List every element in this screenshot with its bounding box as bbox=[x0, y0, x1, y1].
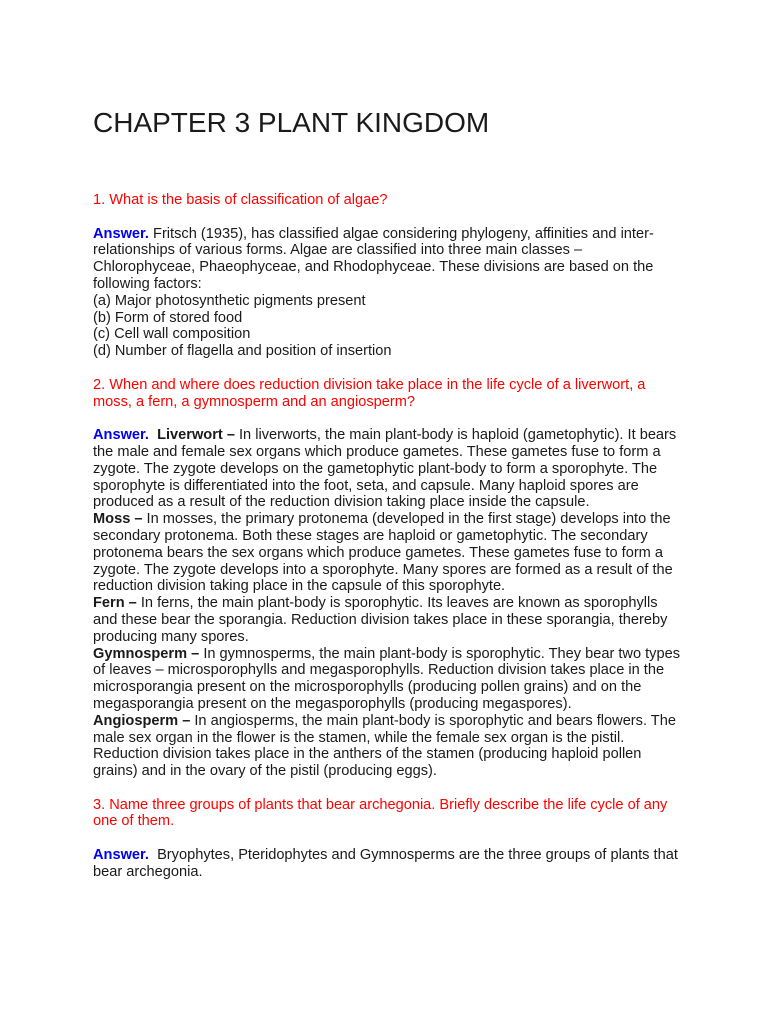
question-2: 2. When and where does reduction division take place in the life cycle of a liverwort, a moss, a fern, a gymnosperm and an angiosperm? bbox=[93, 376, 646, 410]
answer-label: Answer. bbox=[93, 427, 149, 444]
factor-item: (c) Cell wall composition bbox=[93, 326, 251, 343]
gymnosperm-text: In gymnosperms, the main plant-body is sporophytic. They bear two types of leaves – microsporophylls and megasporophylls. Reduction division takes place in the microsporangia present on the microsporophylls (producing pollen grains) and on the megasporangia present on the megasporophylls (producing megaspores). bbox=[93, 645, 681, 712]
page-title: CHAPTER 3 PLANT KINGDOM bbox=[93, 107, 490, 138]
moss-text: In mosses, the primary protonema (developed in the first stage) develops into the secondary protonema. Both these stages are haploid or gametophytic. The secondary protonema bears the sex organs which produce gametes. These gametes fuse to form a zygote. The zygote develops into a sporophyte. Many spores are formed as a result of the reduction division taking place in the capsule of this sporophyte. bbox=[93, 511, 673, 595]
document-content bbox=[93, 192, 685, 897]
answer-2-angiosperm bbox=[93, 713, 685, 780]
term-liverwort: Liverwort – bbox=[157, 427, 235, 444]
answer-2-gymnosperm bbox=[93, 646, 685, 713]
question-3: 3. Name three groups of plants that bear archegonia. Briefly describe the life cycle of any one of them. bbox=[93, 796, 668, 830]
answer-label: Answer. bbox=[93, 847, 149, 864]
factor-item: (a) Major photosynthetic pigments present bbox=[93, 292, 366, 309]
angiosperm-text: In angiosperms, the main plant-body is sporophytic and bears flowers. The male sex organ in the flower is the stamen, while the female sex organ is the pistil. Reduction division takes place in the anthers of the stamen (producing haploid pollen grains) and in the ovary of the pistil (producing eggs). bbox=[93, 712, 676, 780]
answer-1 bbox=[93, 226, 685, 360]
question-1: 1. What is the basis of classification of algae? bbox=[93, 192, 388, 208]
answer-1-text: Fritsch (1935), has classified algae considering phylogeny, affinities and inter-relationships of various forms. Algae are classified into three main classes – Chlorophyceae, Phaeophyceae, and Rhodophyceae. These divisions are based on the following factors: bbox=[93, 225, 654, 292]
fern-text: In ferns, the main plant-body is sporophytic. Its leaves are known as sporophylls and these bear the sporangia. Reduction division takes place in these sporangia, thereby producing many spores. bbox=[93, 595, 668, 645]
term-gymnosperm: Gymnosperm – bbox=[93, 645, 200, 662]
term-moss: Moss – bbox=[93, 511, 143, 528]
factor-item: (b) Form of stored food bbox=[93, 309, 243, 326]
term-angiosperm: Angiosperm – bbox=[93, 712, 191, 729]
factor-item: (d) Number of flagella and position of insertion bbox=[93, 343, 392, 360]
answer-2-fern bbox=[93, 595, 685, 645]
answer-2 bbox=[93, 427, 685, 780]
answer-3 bbox=[93, 847, 685, 881]
answer-3-text: Bryophytes, Pteridophytes and Gymnosperms are the three groups of plants that bear archegonia. bbox=[93, 847, 678, 880]
liverwort-text: In liverworts, the main plant-body is haploid (gametophytic). It bears the male and female sex organs which produce gametes. These gametes fuse to form a zygote. The zygote develops on the gametophytic plant-body to form a sporophyte. The sporophyte is differentiated into the foot, seta, and capsule. Many haploid spores are produced as a result of the reduction division taking place inside the capsule. bbox=[93, 427, 677, 511]
answer-2-liverwort bbox=[93, 427, 685, 511]
term-fern: Fern – bbox=[93, 595, 137, 612]
answer-2-moss bbox=[93, 511, 685, 595]
answer-label: Answer. bbox=[93, 225, 149, 242]
